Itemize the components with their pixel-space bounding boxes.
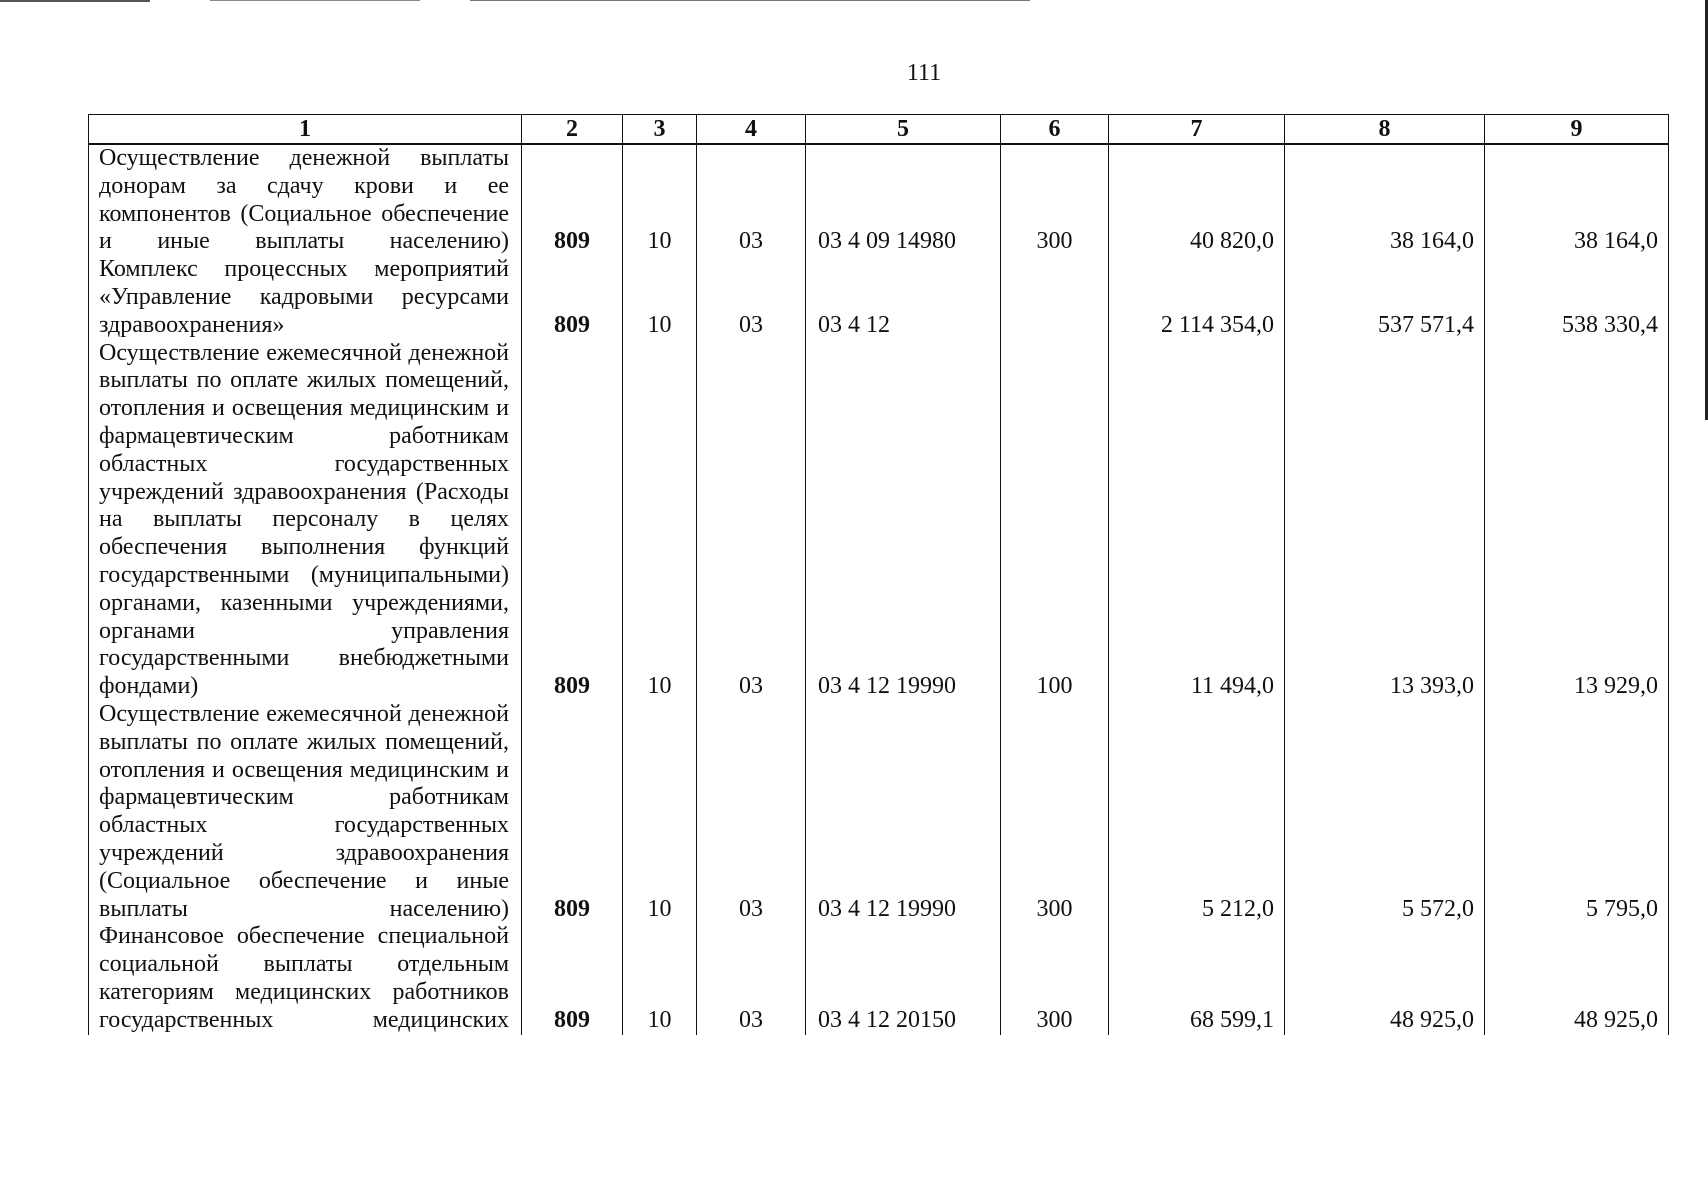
expense-type-cell: 100	[1001, 340, 1109, 701]
amount-col9-cell: 38 164,0	[1485, 144, 1669, 256]
amount-col8-cell: 5 572,0	[1285, 701, 1485, 923]
target-article-cell: 03 4 12	[806, 256, 1001, 339]
section-cell: 10	[623, 701, 697, 923]
amount-col8-cell: 537 571,4	[1285, 256, 1485, 339]
section-cell: 10	[623, 923, 697, 1034]
header-cell: 7	[1109, 115, 1285, 145]
ministry-code-cell: 809	[522, 144, 623, 256]
amount-col7-cell: 11 494,0	[1109, 340, 1285, 701]
header-cell: 4	[697, 115, 806, 145]
subsection-cell: 03	[697, 923, 806, 1034]
header-cell: 3	[623, 115, 697, 145]
row-description: Осуществление ежемесячной денежной выплаты по оплате жилых помещений, отопления и освещения медицинским и фармацевтическим работникам областных государственных учреждений здравоохранения (Расходы на выплаты персоналу в целях обеспечения выполнения функций государственными (муниципальными) органами, казенными учреждениями, органами управления государственными внебюджетными фондами)	[89, 340, 522, 701]
row-description: Финансовое обеспечение специальной социальной выплаты отдельным категориям медицинских работников государственных медицинских	[89, 923, 522, 1034]
scan-edge-line	[470, 0, 1030, 1]
expense-type-cell	[1001, 256, 1109, 339]
scan-edge-line	[210, 0, 420, 1]
amount-col7-cell: 68 599,1	[1109, 923, 1285, 1034]
ministry-code-cell: 809	[522, 701, 623, 923]
table-header	[89, 115, 1669, 145]
header-cell: 6	[1001, 115, 1109, 145]
expense-type-cell: 300	[1001, 923, 1109, 1034]
row-description: Осуществление ежемесячной денежной выплаты по оплате жилых помещений, отопления и освещения медицинским и фармацевтическим работникам областных государственных учреждений здравоохранения (Социальное обеспечение и иные выплаты населению)	[89, 701, 522, 923]
amount-col9-cell: 48 925,0	[1485, 923, 1669, 1034]
ministry-code-cell: 809	[522, 256, 623, 339]
page-number: 111	[906, 60, 942, 86]
header-cell: 9	[1485, 115, 1669, 145]
target-article-cell: 03 4 12 20150	[806, 923, 1001, 1034]
table-row	[89, 701, 1669, 923]
amount-col9-cell: 5 795,0	[1485, 701, 1669, 923]
header-cell: 1	[89, 115, 522, 145]
budget-table	[88, 114, 1669, 1035]
subsection-cell: 03	[697, 340, 806, 701]
table-row	[89, 340, 1669, 701]
target-article-cell: 03 4 09 14980	[806, 144, 1001, 256]
table-row	[89, 144, 1669, 256]
header-row	[89, 115, 1669, 145]
header-cell: 8	[1285, 115, 1485, 145]
table-row	[89, 256, 1669, 339]
header-cell: 5	[806, 115, 1001, 145]
target-article-cell: 03 4 12 19990	[806, 701, 1001, 923]
expense-type-cell: 300	[1001, 701, 1109, 923]
section-cell: 10	[623, 340, 697, 701]
amount-col7-cell: 40 820,0	[1109, 144, 1285, 256]
amount-col8-cell: 38 164,0	[1285, 144, 1485, 256]
amount-col8-cell: 13 393,0	[1285, 340, 1485, 701]
subsection-cell: 03	[697, 144, 806, 256]
amount-col9-cell: 13 929,0	[1485, 340, 1669, 701]
table-body	[89, 144, 1669, 1035]
header-cell: 2	[522, 115, 623, 145]
amount-col8-cell: 48 925,0	[1285, 923, 1485, 1034]
row-description: Осуществление денежной выплаты донорам за сдачу крови и ее компонентов (Социальное обеспечение и иные выплаты населению)	[89, 144, 522, 256]
row-description: Комплекс процессных мероприятий «Управление кадровыми ресурсами здравоохранения»	[89, 256, 522, 339]
table-row	[89, 923, 1669, 1034]
section-cell: 10	[623, 256, 697, 339]
amount-col7-cell: 5 212,0	[1109, 701, 1285, 923]
expense-type-cell: 300	[1001, 144, 1109, 256]
amount-col7-cell: 2 114 354,0	[1109, 256, 1285, 339]
ministry-code-cell: 809	[522, 340, 623, 701]
scan-edge-line	[0, 0, 150, 2]
subsection-cell: 03	[697, 701, 806, 923]
section-cell: 10	[623, 144, 697, 256]
subsection-cell: 03	[697, 256, 806, 339]
amount-col9-cell: 538 330,4	[1485, 256, 1669, 339]
ministry-code-cell: 809	[522, 923, 623, 1034]
target-article-cell: 03 4 12 19990	[806, 340, 1001, 701]
